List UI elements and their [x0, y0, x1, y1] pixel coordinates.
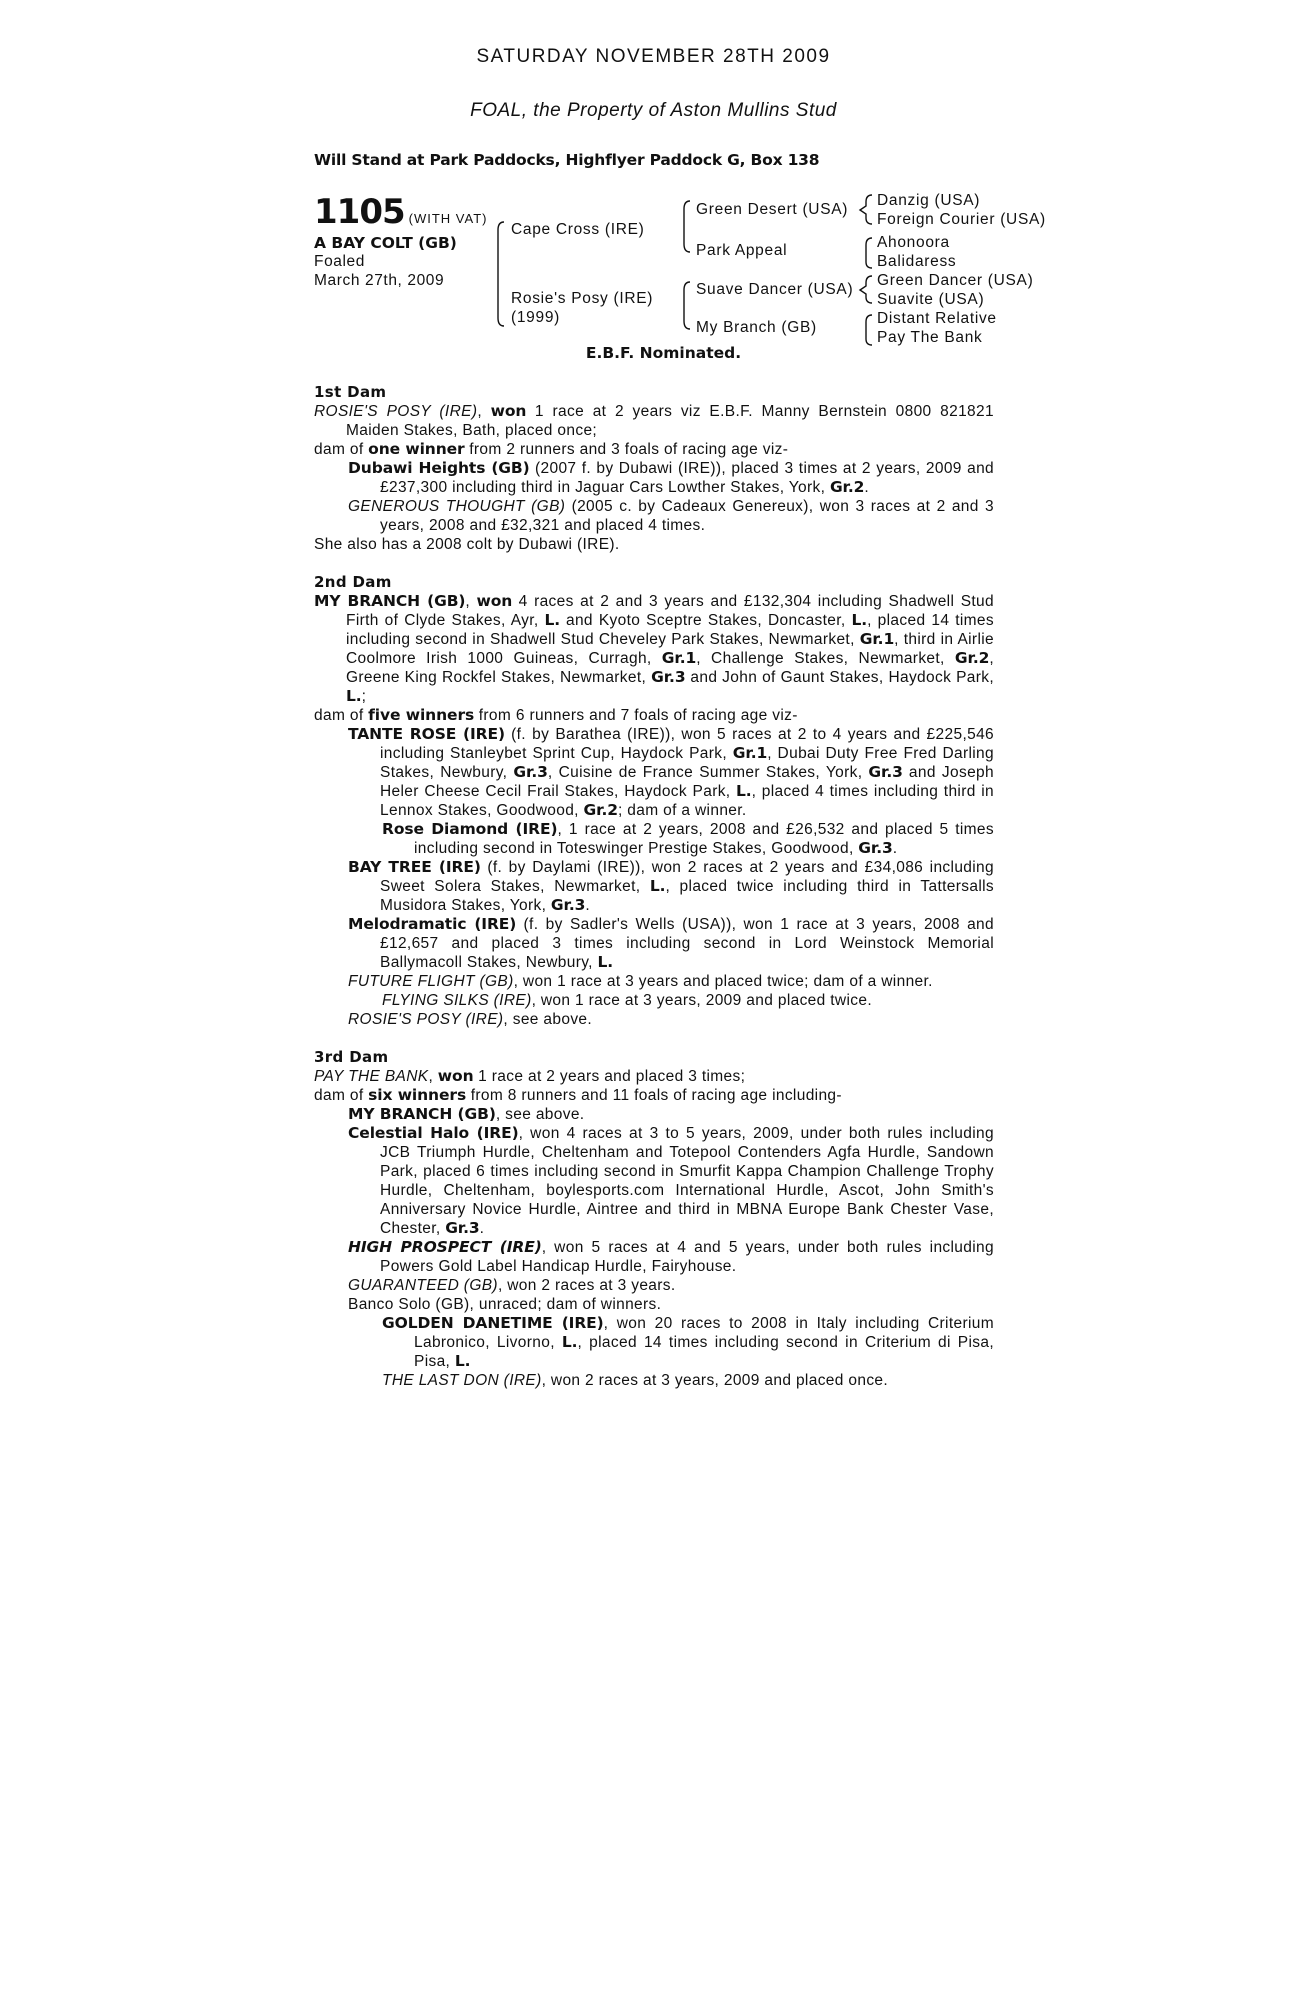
pedigree-dd-dam: Pay The Bank [877, 329, 983, 346]
bold-run: GOLDEN DANETIME (IRE) [382, 1314, 604, 1332]
text-run: ; [361, 688, 367, 705]
brace-park-appeal [866, 238, 872, 268]
text-run: (f. by Daylami (IRE)), won 2 races at 2 years and £34,086 including Sweet Solera Stakes, Newmarket, [380, 859, 994, 895]
foaled-date: March 27th, 2009 [314, 272, 445, 289]
bold-run: TANTE ROSE (IRE) [348, 725, 505, 743]
brace-green-desert [860, 195, 872, 224]
text-run: , Greene King Rockfel Stakes, Newmarket, [346, 650, 995, 686]
bold-run: won [490, 402, 527, 420]
section-gap [314, 554, 994, 573]
foaled-label: Foaled [314, 253, 365, 270]
bold-run: L. [649, 877, 666, 895]
pedigree-entry [314, 820, 994, 858]
text-run: , see above. [503, 1011, 593, 1028]
text-run: , placed 4 times including third in Lennox Stakes, Goodwood, [380, 783, 994, 819]
text-run: (2005 c. by Cadeaux Genereux), won 3 races at 2 and 3 years, 2008 and £32,321 and placed 4 times. [380, 498, 994, 534]
bold-run: L. [346, 687, 362, 705]
pedigree-entry [314, 1067, 994, 1086]
pedigree-entry [314, 1105, 994, 1124]
pedigree-entry [314, 972, 994, 991]
pedigree-entry [314, 725, 994, 820]
bold-run: Gr.3 [858, 839, 893, 857]
text-run: (2007 f. by Dubawi (IRE)), placed 3 times at 2 years, 2009 and £237,300 including third in Jaguar Cars Lowther Stakes, York, [380, 460, 995, 496]
text-run: , Challenge Stakes, Newmarket, [696, 650, 955, 667]
pedigree-dam-sire: Suave Dancer (USA) [696, 281, 854, 298]
pedigree-dd-sire: Distant Relative [877, 310, 997, 327]
italic-run: PAY THE BANK [314, 1068, 429, 1085]
dam-section [314, 383, 994, 554]
text-run: dam of [314, 1087, 369, 1104]
bold-run: Gr.1 [732, 744, 768, 762]
pedigree-entry [314, 1276, 994, 1295]
text-run: (f. by Sadler's Wells (USA)), won 1 race at 3 years, 2008 and £12,657 and placed 3 times including second in Lord Weinstock Memorial Ballymacoll Stakes, Newbury, [380, 916, 994, 971]
text-run: , won 2 races at 3 years, 2009 and placed once. [541, 1372, 889, 1389]
text-run: (f. by Barathea (IRE)), won 5 races at 2 to 4 years and £225,546 including Stanleybet Sprint Cup, Haydock Park, [380, 726, 995, 762]
sale-date: SATURDAY NOVEMBER 28TH 2009 [476, 46, 831, 67]
pedigree-ds-dam: Suavite (USA) [877, 291, 985, 308]
bold-run: won [476, 592, 513, 610]
bold-run: Gr.3 [445, 1219, 480, 1237]
text-run: ; dam of a winner. [617, 802, 747, 819]
text-run: from 8 runners and 11 foals of racing age including- [466, 1087, 842, 1104]
brace-dam-line [684, 282, 690, 329]
dam-section [314, 1029, 994, 1390]
text-run: , placed twice including third in Tattersalls Musidora Stakes, York, [380, 878, 994, 914]
bold-run: MY BRANCH (GB) [314, 592, 466, 610]
text-run: , won 1 race at 3 years, 2009 and placed twice. [531, 992, 872, 1009]
bold-run: Dubawi Heights (GB) [348, 459, 530, 477]
text-run: . [585, 897, 590, 914]
text-run: . [864, 479, 870, 496]
bold-run: Gr.3 [868, 763, 903, 781]
text-run: , [465, 593, 477, 610]
brace-sire-dam [498, 222, 504, 326]
text-run: 1 race at 2 years viz E.B.F. Manny Bernstein 0800 821821 Maiden Stakes, Bath, placed once; [346, 403, 994, 439]
pedigree-entry [314, 592, 994, 706]
section-heading: 3rd Dam [314, 1048, 389, 1066]
pedigree-entry [314, 535, 994, 554]
pedigree-entry [314, 1124, 994, 1238]
italic-run: GENEROUS THOUGHT (GB) [348, 498, 566, 515]
dam-section [314, 554, 994, 1029]
text-run: and John of Gaunt Stakes, Haydock Park, [685, 669, 994, 686]
section-heading: 1st Dam [314, 383, 387, 401]
pedigree-entry [314, 459, 994, 497]
text-run: , Cuisine de France Summer Stakes, York, [547, 764, 869, 781]
italic-run: FLYING SILKS (IRE) [382, 992, 532, 1009]
italic-run: GUARANTEED (GB) [348, 1277, 498, 1294]
bold-run: BAY TREE (IRE) [348, 858, 481, 876]
bold-run: Gr.1 [661, 649, 697, 667]
pedigree-dam: Rosie's Posy (IRE) [511, 290, 654, 307]
bold-run: MY BRANCH (GB) [348, 1105, 496, 1123]
bold-run: Gr.3 [651, 668, 686, 686]
text-run: , won 5 races at 4 and 5 years, under both rules including Powers Gold Label Handicap Hurdle, Fairyhouse. [380, 1239, 994, 1275]
bold-run: Melodramatic (IRE) [348, 915, 517, 933]
pedigree-entry [314, 706, 994, 725]
italic-run: FUTURE FLIGHT (GB) [348, 973, 514, 990]
text-run: , [477, 403, 491, 420]
text-run: 4 races at 2 and 3 years and £132,304 including Shadwell Stud Firth of Clyde Stakes, Ayr, [346, 593, 994, 629]
text-run: She also has a 2008 colt by Dubawi (IRE). [314, 536, 620, 553]
text-run: and Joseph Heler Cheese Cecil Frail Stakes, Haydock Park, [380, 764, 994, 800]
brace-sire-line [684, 201, 690, 252]
pedigree-sire-sire: Green Desert (USA) [696, 201, 849, 218]
pedigree-entry [314, 1371, 994, 1390]
text-run: , 1 race at 2 years, 2008 and £26,532 and placed 5 times including second in Toteswinger Prestige Stakes, Goodwood, [414, 821, 994, 857]
brace-suave-dancer [860, 276, 872, 303]
bold-run: L. [561, 1333, 578, 1351]
bold-run: L. [597, 953, 614, 971]
text-run: Banco Solo (GB), unraced; dam of winners. [348, 1296, 662, 1313]
text-run: , won 1 race at 3 years and placed twice; dam of a winner. [513, 973, 933, 990]
pedigree-sd-dam: Balidaress [877, 253, 957, 270]
pedigree-dam-year: (1999) [511, 309, 561, 326]
pedigree-sd-sire: Ahonoora [877, 234, 950, 251]
bold-run: L. [736, 782, 752, 800]
pedigree-entry [314, 991, 994, 1010]
text-run: , placed 14 times including second in Criterium di Pisa, Pisa, [414, 1334, 995, 1370]
bold-run: Rose Diamond (IRE) [382, 820, 558, 838]
pedigree-ss-sire: Danzig (USA) [877, 192, 981, 209]
lot-name: A BAY COLT (GB) [314, 234, 457, 252]
foal-property-line: FOAL, the Property of Aston Mullins Stud [470, 100, 837, 121]
text-run: from 6 runners and 7 foals of racing age viz- [474, 707, 798, 724]
bold-run: Gr.3 [550, 896, 586, 914]
pedigree-sire: Cape Cross (IRE) [511, 221, 645, 238]
bold-run: Gr.1 [859, 630, 895, 648]
dam-sections [314, 383, 994, 1390]
text-run: , placed 14 times including second in Shadwell Stud Cheveley Park Stakes, Newmarket, [346, 612, 994, 648]
text-run: dam of [314, 707, 369, 724]
pedigree-ds-sire: Green Dancer (USA) [877, 272, 1034, 289]
pedigree-entry [314, 858, 994, 915]
vat-note: (WITH VAT) [408, 211, 488, 226]
bold-run: Gr.3 [513, 763, 548, 781]
italic-run: ROSIE'S POSY (IRE) [314, 403, 478, 420]
bold-run: won [437, 1067, 474, 1085]
text-run: , see above. [495, 1106, 585, 1123]
bold-run: L. [454, 1352, 471, 1370]
text-run: 1 race at 2 years and placed 3 times; [473, 1068, 746, 1085]
text-run: , third in Airlie Coolmore Irish 1000 Guineas, Curragh, [346, 631, 994, 667]
text-run: , Dubai Duty Free Fred Darling Stakes, Newbury, [380, 745, 994, 781]
pedigree-entry [314, 497, 994, 535]
stabling-line: Will Stand at Park Paddocks, Highflyer Paddock G, Box 138 [314, 151, 820, 169]
pedigree-entry [314, 1010, 994, 1029]
pedigree-sire-dam: Park Appeal [696, 242, 788, 259]
pedigree-entry [314, 402, 994, 440]
text-run: . [479, 1220, 485, 1237]
bold-run: Gr.2 [829, 478, 865, 496]
pedigree-entry [314, 1238, 994, 1276]
bold-run: five winners [368, 706, 475, 724]
text-run: , won 20 races to 2008 in Italy including Criterium Labronico, Livorno, [414, 1315, 994, 1351]
pedigree-dam-dam: My Branch (GB) [696, 319, 817, 336]
text-run: , won 2 races at 3 years. [497, 1277, 676, 1294]
pedigree-entry [314, 440, 994, 459]
italic-run: ROSIE'S POSY (IRE) [348, 1011, 504, 1028]
bold-run: L. [851, 611, 868, 629]
bold-run: one winner [368, 440, 465, 458]
italic-run: THE LAST DON (IRE) [382, 1372, 542, 1389]
text-run: dam of [314, 441, 369, 458]
pedigree-entry [314, 915, 994, 972]
text-run: and Kyoto Sceptre Stakes, Doncaster, [560, 612, 852, 629]
pedigree-entry [314, 1295, 994, 1314]
bold-italic-run: HIGH PROSPECT (IRE) [348, 1238, 542, 1256]
brace-my-branch [866, 315, 872, 345]
bold-run: Gr.2 [583, 801, 618, 819]
pedigree-entry [314, 1314, 994, 1371]
bold-run: L. [544, 611, 561, 629]
pedigree-entry [314, 1086, 994, 1105]
section-heading: 2nd Dam [314, 573, 392, 591]
lot-number: 1105 [314, 192, 405, 232]
pedigree-braces [0, 0, 1307, 360]
section-gap [314, 1029, 994, 1048]
pedigree-ss-dam: Foreign Courier (USA) [877, 211, 1046, 228]
text-run: , won 4 races at 3 to 5 years, 2009, under both rules including JCB Triumph Hurdle, Cheltenham and Totepool Contenders Agfa Hurdle, Sandown Park, placed 6 times including second in Smurfit Kappa Champion Challenge Trophy Hurdle, Cheltenham, boylesports.com International Hurdle, Ascot, John Smith's Anniversary Novice Hurdle, Aintree and third in MBNA Europe Bank Chester Vase, Chester, [380, 1125, 994, 1237]
bold-run: six winners [368, 1086, 467, 1104]
text-run: from 2 runners and 3 foals of racing age viz- [464, 441, 789, 458]
text-run: . [892, 840, 898, 857]
bold-run: Gr.2 [954, 649, 990, 667]
bold-run: Celestial Halo (IRE) [348, 1124, 519, 1142]
text-run: , [428, 1068, 438, 1085]
ebf-nominated: E.B.F. Nominated. [585, 344, 742, 362]
